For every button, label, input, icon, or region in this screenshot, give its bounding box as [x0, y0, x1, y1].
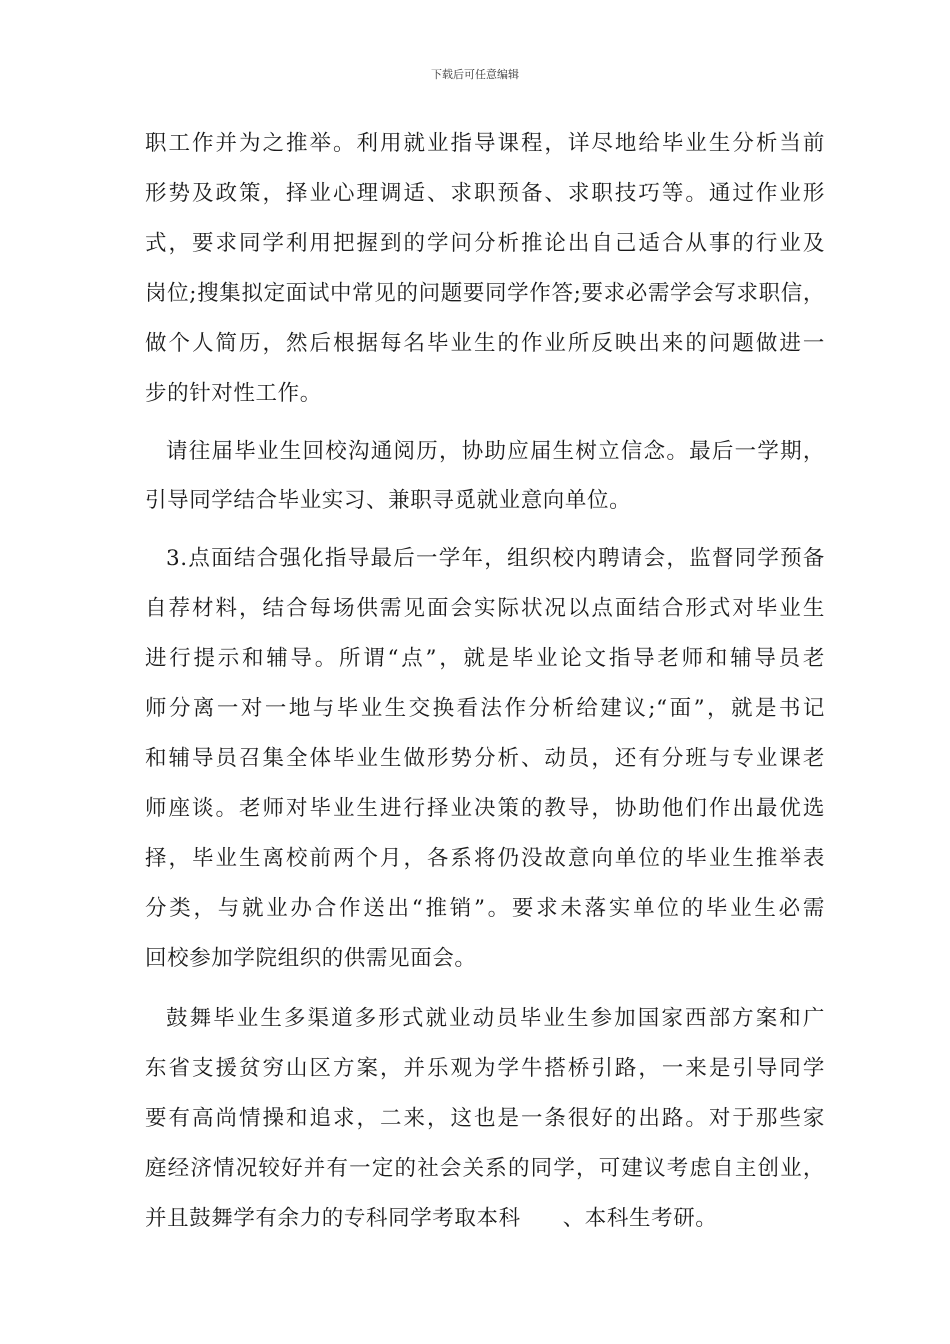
text-line: 鼓舞毕业生多渠道多形式就业动员毕业生参加国家西部方案和广 — [166, 1006, 825, 1031]
paragraph — [145, 543, 825, 974]
text-line: 岗位;搜集拟定面试中常见的问题要同学作答;要求必需学会写求职信， — [145, 281, 825, 306]
text-line: 分类，与就业办合作送出“推销”。要求未落实单位的毕业生必需 — [145, 896, 825, 921]
text-line: 请往届毕业生回校沟通阅历，协助应届生树立信念。最后一学期， — [166, 439, 825, 464]
text-line-segment: 、本科生考研。 — [562, 1206, 718, 1231]
text-line: 职工作并为之推举。利用就业指导课程，详尽地给毕业生分析当前 — [145, 131, 825, 156]
text-line: 庭经济情况较好并有一定的社会关系的同学，可建议考虑自主创业， — [145, 1156, 825, 1181]
text-line: 和辅导员召集全体毕业生做形势分析、动员，还有分班与专业课老 — [145, 746, 825, 771]
text-line: 择，毕业生离校前两个月，各系将仍没故意向单位的毕业生推举表 — [145, 846, 825, 871]
text-line: 做个人简历，然后根据每名毕业生的作业所反映出来的问题做进一 — [145, 331, 825, 356]
text-line: 自荐材料，结合每场供需见面会实际状况以点面结合形式对毕业生 — [145, 596, 825, 621]
paragraph — [145, 128, 825, 409]
text-line: 东省支援贫穷山区方案，并乐观为学牛搭桥引路，一来是引导同学 — [145, 1056, 825, 1081]
text-line: 式，要求同学利用把握到的学问分析推论出自己适合从事的行业及 — [145, 231, 825, 256]
paragraph — [145, 1003, 825, 1234]
text-line: 形势及政策，择业心理调适、求职预备、求职技巧等。通过作业形 — [145, 181, 825, 206]
text-line: 回校参加学院组织的供需见面会。 — [145, 946, 477, 971]
text-line — [145, 1203, 825, 1234]
page-header: 下载后可任意编辑 — [431, 68, 519, 81]
text-line: 进行提示和辅导。所谓“点”，就是毕业论文指导老师和辅导员老 — [145, 646, 825, 671]
text-line: 要有高尚情操和追求，二来，这也是一条很好的出路。对于那些家 — [145, 1106, 825, 1131]
text-line: 步的针对性工作。 — [145, 381, 322, 406]
paragraph — [145, 436, 825, 516]
document-body — [145, 128, 825, 1234]
text-line-segment: 并且鼓舞学有余力的专科同学考取本科 — [145, 1206, 521, 1231]
text-line: 师分离一对一地与毕业生交换看法作分析给建议;“面”，就是书记 — [145, 696, 825, 721]
text-line: 师座谈。老师对毕业生进行择业决策的教导，协助他们作出最优选 — [145, 796, 825, 821]
text-line: 引导同学结合毕业实习、兼职寻觅就业意向单位。 — [145, 488, 632, 513]
text-line: 3.点面结合强化指导最后一学年，组织校内聘请会，监督同学预备 — [166, 546, 825, 571]
